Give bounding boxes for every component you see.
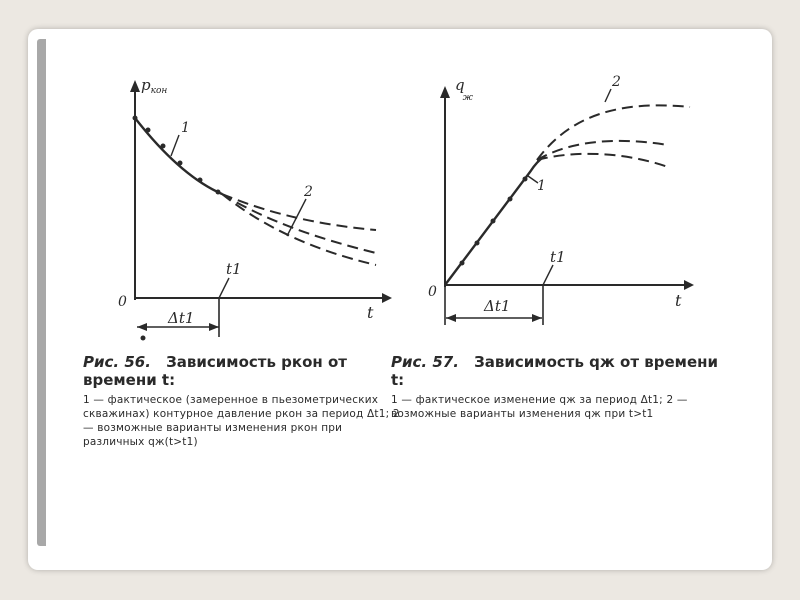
- fig57-y-axis-label: q ж: [455, 76, 473, 103]
- fig57-variant-curve: [537, 105, 690, 160]
- fig56-origin-label: 0: [118, 294, 127, 310]
- figure-57: [428, 74, 694, 325]
- fig57-curve-1-label: 1: [537, 178, 546, 194]
- fig56-point: [161, 144, 166, 149]
- fig57-t1-label: t1: [550, 248, 566, 266]
- fig56-x-arrow: [382, 293, 392, 303]
- fig57-caption-number: Рис. 57.: [391, 353, 459, 371]
- fig57-dt1-arrow-right: [532, 314, 542, 322]
- fig57-curves-2: [537, 105, 690, 167]
- fig57-point: [475, 241, 480, 246]
- figure-56: [118, 76, 392, 341]
- fig56-dt1-arrow-right: [209, 323, 219, 331]
- fig56-curve-1-label: 1: [181, 120, 190, 136]
- fig56-dt1-arrow-left: [137, 323, 147, 331]
- fig57-variant-curve: [537, 154, 668, 167]
- fig56-dt1-label: Δt1: [168, 309, 195, 327]
- fig57-caption-text: 1 — фактическое изменение qж за период Δt1; 2 — возможные варианты изменения qж при t>t1: [391, 394, 688, 420]
- fig56-y-axis-label: $p_{кон}$: [141, 76, 168, 96]
- fig57-caption: [391, 353, 736, 421]
- fig56-x-axis-label: t: [367, 303, 374, 322]
- fig57-point: [508, 197, 513, 202]
- fig56-curve-1-points: [133, 116, 221, 195]
- fig57-origin-label: 0: [428, 284, 437, 300]
- fig56-dt1-dot: [141, 336, 146, 341]
- fig56-y-arrow: [130, 80, 140, 92]
- fig57-dt1-label: Δt1: [484, 297, 511, 315]
- fig56-curve-2-leader: [287, 199, 306, 236]
- fig56-t1-leader: [219, 278, 229, 298]
- fig56-point: [216, 190, 221, 195]
- fig56-curves-2: [222, 194, 376, 265]
- fig57-caption-heading: Зависимость qж от времени t:: [391, 353, 718, 389]
- fig56-caption-heading: Зависимость pкон от времени t:: [83, 353, 347, 389]
- fig56-t1-label: t1: [226, 260, 242, 278]
- fig57-t1-leader: [543, 265, 553, 285]
- fig57-x-axis-label: t: [675, 291, 682, 310]
- fig57-dt1-arrow-left: [446, 314, 456, 322]
- fig57-point: [460, 261, 465, 266]
- fig56-point: [133, 116, 138, 121]
- fig57-x-arrow: [684, 280, 694, 290]
- fig57-variant-curve: [537, 141, 668, 160]
- fig56-curve-1-leader: [171, 135, 179, 156]
- fig57-curve-2-leader: [605, 89, 611, 102]
- fig56-point: [146, 128, 151, 133]
- fig56-point: [178, 161, 183, 166]
- fig57-caption-title: [391, 353, 736, 389]
- fig56-caption: [83, 353, 403, 449]
- fig56-caption-title: [83, 353, 403, 389]
- fig57-curve-2-label: 2: [612, 74, 621, 90]
- fig56-curve-2-label: 2: [304, 184, 313, 200]
- fig57-point: [523, 177, 528, 182]
- fig56-caption-number: Рис. 56.: [83, 353, 151, 371]
- fig56-point: [198, 178, 203, 183]
- fig57-y-arrow: [440, 86, 450, 98]
- fig56-caption-text: 1 — фактическое (замеренное в пьезометрических скважинах) контурное давление pкон за период Δt1; 2 — возможные варианты изменения pкон при различных qж(t>t1): [83, 394, 400, 448]
- fig57-point: [491, 219, 496, 224]
